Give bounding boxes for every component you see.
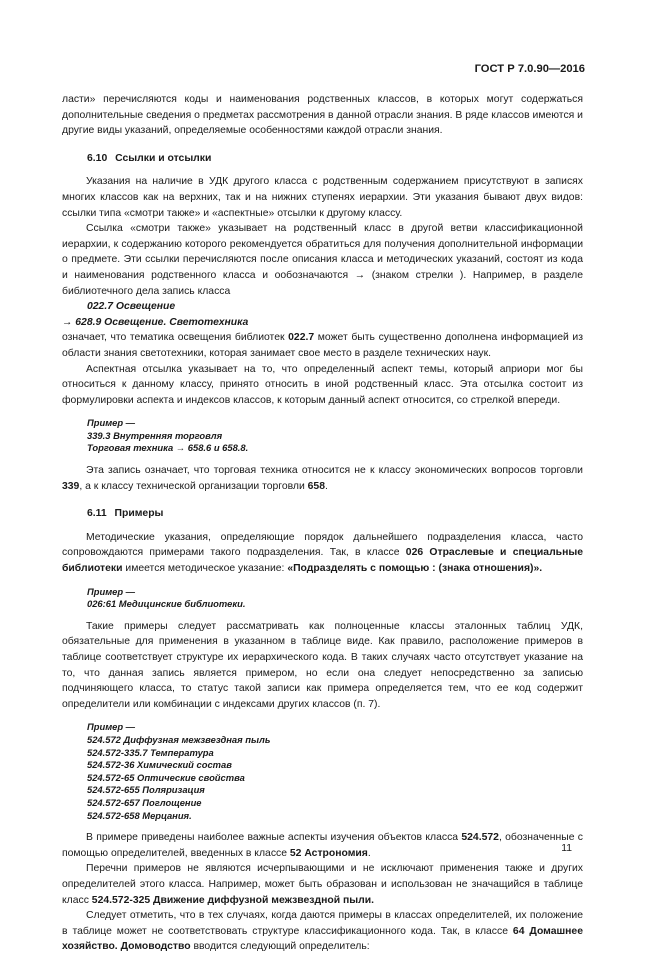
- text-run: может быть существенно дополнена информацией из области знания светотехники, которая занимает свое место в разделе технических наук.: [62, 332, 584, 359]
- section-number: 6.11: [87, 508, 107, 520]
- page-number: 11: [561, 843, 572, 854]
- example-line: 524.572-657 Поглощение: [87, 796, 202, 808]
- example-line: 524.572-36 Химический состав: [87, 759, 232, 771]
- paragraph: Такие примеры следует рассматривать как полноценные классы эталонных таблиц УДК, обязательные для применения в указанном в таблице виде. Как правило, расположение примеров в таблице соответствует структуре их иерархического кода. В таких случаях часто отсутствует указание на то, что данная запись является примером, но если она следует непосредственно за записью подчиняющего класса, то статус такой записи как примера определяется тем, что ее код содержит определители или комбинации с индексами других классов (п. 7).: [62, 620, 583, 710]
- example-line: Торговая техника → 658.6 и 658.8.: [87, 442, 249, 454]
- text-run: Следует отметить, что в тех случаях, когда даются примеры в классах определителей, их положение в таблице может не соответствовать структуре классификационного кода. Так, в классе: [62, 910, 583, 937]
- text-run: Методические указания, определяющие порядок дальнейшего подразделения класса, часто сопровождаются примерами такого подразделения. Так, в классе: [62, 531, 583, 559]
- text-run: Эта запись означает, что торговая техника относится не к классу экономических вопросов торговли: [86, 465, 583, 477]
- paragraph: [62, 330, 583, 361]
- class-code: 64 Домашнее хозяйство. Домоводство: [62, 925, 583, 953]
- paragraph: [62, 530, 583, 577]
- paragraph: [62, 861, 583, 908]
- class-code: 022.7: [288, 332, 315, 344]
- class-code: 52 Астрономия: [289, 847, 368, 859]
- example-block: [62, 721, 583, 822]
- class-code: 524.572: [461, 832, 499, 844]
- paragraph: Ссылка «смотри также» указывает на родственный класс в другой ветви классификационной иерархии, к содержанию которого рекомендуется обратиться для получения дополнительной информации о предмете. Эти ссылки перечисляются после описания класса и методических указаний, состоят из кода и наименования родственного класса и ообозначаются → (знаком стрелки ). Например, в разделе библиотечного дела запись класса: [62, 223, 583, 297]
- paragraph: [62, 908, 583, 955]
- example-block: [62, 586, 583, 611]
- text-run: В примере приведены наиболее важные аспекты изучения объектов класса: [86, 832, 462, 844]
- section-number: 6.10: [87, 152, 108, 164]
- paragraph: Аспектная отсылка указывает на то, что определенный аспект темы, который априори мог бы относиться к данному классу, принято относить в иной родственный класс. Эта отсылка состоит из формулировки аспекта и индексов классов, к которым данный аспект относится, со стрелкой впереди.: [62, 363, 583, 406]
- page-content: [62, 92, 583, 955]
- paragraph-intro: ласти» перечисляются коды и наименования родственных классов, в которых могут содержаться дополнительные сведения о предметах рассмотрения в данной отрасли знания. В ряде классов имеются и другие виды указаний, определяемые особенностями каждой отрасли знания.: [62, 94, 583, 137]
- paragraph: [62, 830, 583, 861]
- section-title: Ссылки и отсылки: [115, 152, 212, 164]
- class-code: 524.572-325 Движение диффузной межзвездной пыли.: [91, 894, 374, 906]
- text-run: означает, что тематика освещения библиотек: [62, 332, 289, 344]
- example-line: Пример —: [87, 417, 136, 429]
- text-run: .: [367, 847, 371, 859]
- example-line: 524.572-658 Мерцания.: [87, 809, 192, 821]
- text-run: , обозначенные с помощью определителей, введенных в классе: [62, 832, 583, 859]
- example-line: 524.572 Диффузная межзвездная пыль: [87, 733, 271, 745]
- text-run: .: [325, 480, 328, 492]
- text-run: Перечни примеров не являются исчерпывающими и не исключают применения также и других определителей этого класса. Например, может быть образован и использован не значащийся в таблице класс: [62, 863, 583, 906]
- class-code: 658: [307, 480, 325, 492]
- text-run: имеется методическое указание:: [122, 563, 288, 575]
- section-heading-6-11: [87, 506, 583, 522]
- class-record: 022.7 Освещение: [87, 301, 176, 313]
- class-code: 026 Отраслевые и специальные библиотеки: [62, 547, 583, 575]
- document-header: ГОСТ Р 7.0.90—2016: [474, 63, 585, 75]
- text-run: вводится следующий определитель:: [190, 941, 370, 953]
- example-line: Пример —: [87, 721, 136, 733]
- paragraph: Указания на наличие в УДК другого класса с родственным содержанием присутствуют в записях многих классов как на верхних, так и на нижних ступенях иерархии. Эти указания бывают двух видов: ссылки типа «смотри также» и «аспектные» отсылки к другому классу.: [62, 176, 583, 219]
- example-line: 524.572-65 Оптические свойства: [87, 771, 245, 783]
- section-heading-6-10: [87, 151, 583, 167]
- class-code: 339: [62, 480, 80, 492]
- example-line: 524.572-655 Поляризация: [87, 784, 205, 796]
- see-also-reference: → 628.9 Освещение. Светотехника: [62, 316, 249, 328]
- example-block: [62, 417, 583, 455]
- example-line: Пример —: [87, 585, 136, 597]
- example-line: 026:61 Медицинские библиотеки.: [87, 598, 246, 610]
- example-line: 524.572-335.7 Температура: [87, 746, 214, 758]
- instruction: «Подразделять с помощью : (знака отношения)».: [287, 563, 543, 575]
- example-line: 339.3 Внутренняя торговля: [87, 429, 223, 441]
- section-title: Примеры: [114, 508, 164, 520]
- paragraph: [62, 463, 583, 494]
- text-run: , а к классу технической организации торговли: [79, 480, 308, 492]
